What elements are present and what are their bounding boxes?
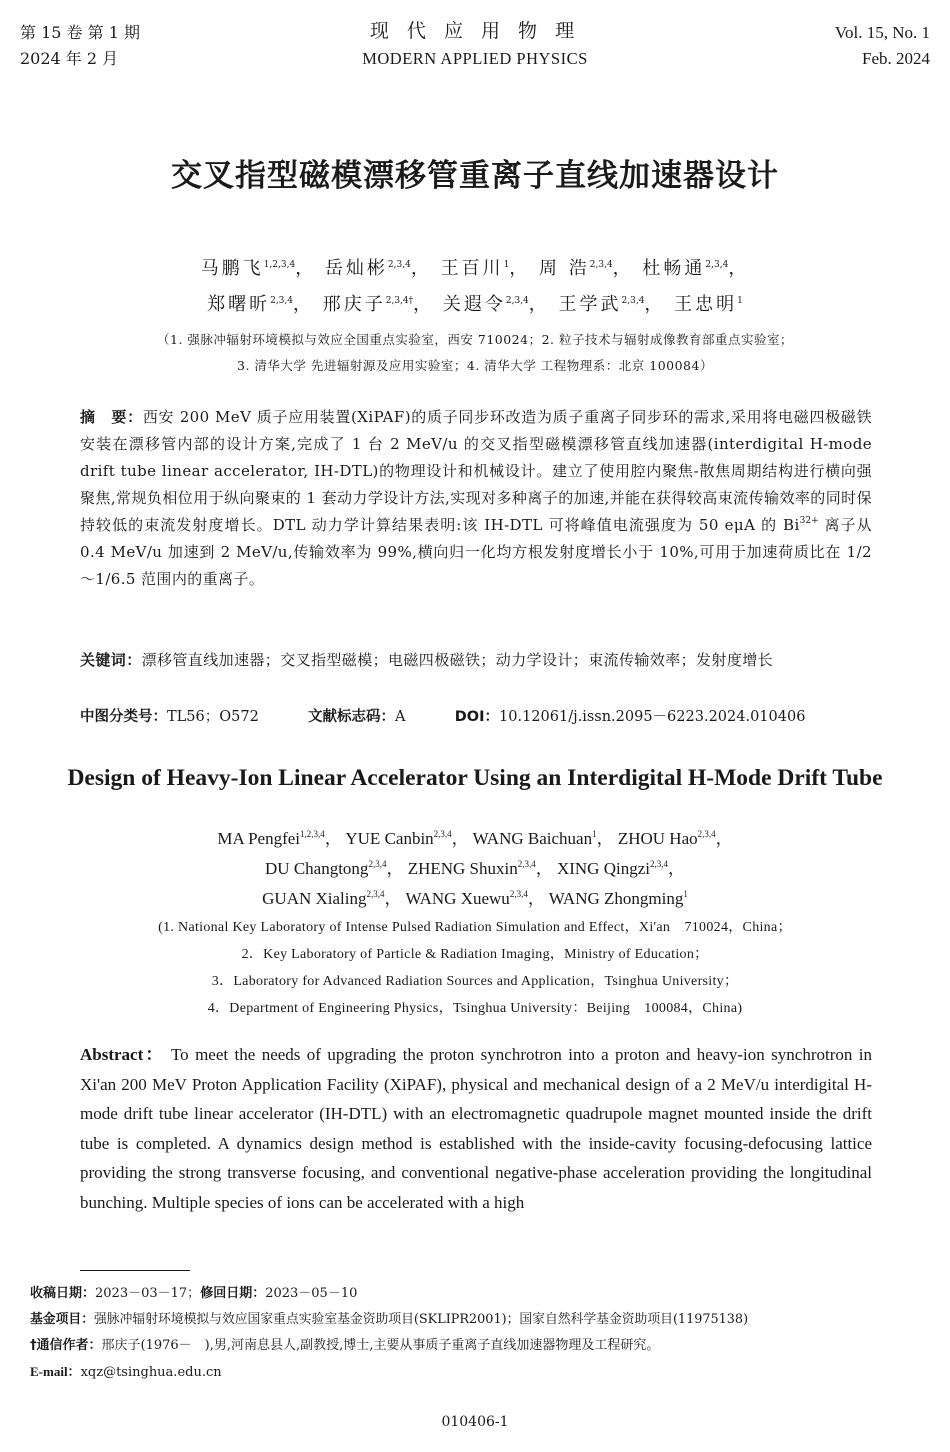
author-en: MA Pengfei	[217, 829, 300, 848]
corresponding-value: 邢庆子(1976－ ),男,河南息县人,副教授,博士,主要从事质子重离子直线加速器物理及工程研究。	[101, 1338, 660, 1353]
separator: ，	[715, 829, 733, 848]
author-affil-sup: 1	[683, 889, 688, 899]
author-affil-sup: 2,3,4	[649, 859, 668, 869]
separator: ，	[612, 258, 634, 279]
author-affil-sup: 1	[737, 296, 743, 306]
author-affil-sup: 1	[503, 260, 510, 270]
authors-en-line3	[0, 884, 950, 909]
keywords-cn	[80, 647, 872, 674]
author-en: ZHENG Shuxin	[407, 859, 518, 878]
affiliation-cn-line1: （1. 强脉冲辐射环境模拟与效应全国重点实验室，西安 710024；2. 粒子技术与辐射成像教育部重点实验室；	[157, 332, 793, 347]
authors-cn-line1	[0, 254, 950, 280]
author-affil-sup: 1,2,3,4	[263, 260, 296, 270]
author-en: WANG Zhongming	[548, 889, 684, 908]
separator: ，	[728, 258, 750, 279]
separator: ，	[527, 889, 545, 908]
separator: ，	[451, 829, 469, 848]
email-label: E-mail：	[30, 1364, 81, 1379]
received-label: 收稿日期：	[30, 1286, 96, 1301]
separator: ，	[667, 859, 685, 878]
author-affil-sup: 2,3,4	[517, 859, 536, 869]
volume-issue-en: Vol. 15, No. 1	[834, 23, 930, 42]
separator: ，	[293, 294, 314, 315]
volume-issue-cn: 第 15 卷 第 1 期	[20, 23, 140, 42]
keywords-label: 关键词：	[80, 651, 142, 669]
page-number: 010406-1	[441, 1414, 509, 1430]
abstract-en-label: Abstract：	[80, 1045, 165, 1064]
ion-charge-sup: 32+	[799, 516, 819, 526]
footnote-divider	[80, 1270, 190, 1271]
classification-line	[80, 706, 872, 728]
author-cn: 杜畅通	[642, 258, 706, 279]
author-affil-sup: 2,3,4	[366, 889, 385, 899]
author-en: ZHOU Hao	[617, 829, 698, 848]
separator: ，	[644, 294, 666, 315]
abstract-cn-label: 摘 要：	[80, 408, 143, 426]
separator: ，	[528, 294, 550, 315]
corresponding-label: †通信作者：	[30, 1338, 102, 1353]
author-cn: 岳灿彬	[324, 258, 388, 279]
separator: ，	[596, 829, 614, 848]
fund-value: 强脉冲辐射环境模拟与效应国家重点实验室基金资助项目(SKLIPR2001)；国家自然科学基金资助项目(11975138)	[93, 1312, 749, 1327]
paper-title-en: Design of Heavy-Ion Linear Accelerator Using an Interdigital H-Mode Drift Tube	[67, 765, 883, 791]
affiliation-en-line2: 2．Key Laboratory of Particle & Radiation Imaging，Ministry of Education；	[241, 947, 709, 962]
clc-value: TL56；O572	[167, 709, 259, 725]
affiliation-en-line3: 3．Laboratory for Advanced Radiation Sources and Application，Tsinghua University；	[211, 974, 739, 989]
author-cn: 马鹏飞	[200, 258, 264, 279]
separator: ，	[384, 889, 402, 908]
author-cn: 周 浩	[539, 258, 590, 279]
author-en: GUAN Xialing	[262, 889, 367, 908]
affiliation-cn-line2: 3. 清华大学 先进辐射源及应用实验室；4. 清华大学 工程物理系：北京 100084）	[237, 358, 713, 373]
footnote-dates	[30, 1284, 930, 1304]
abstract-en-text: To meet the needs of upgrading the proton synchrotron into a proton and heavy-ion synchrotron in Xi'an 200 MeV Proton Application Facility (XiPAF), physical and mechanical design of a 2 MeV/u interdigital H-mode drift tube linear accelerator (IH-DTL) with an electromagnetic quadrupole magnet mounted inside the drift tube is completed. A dynamics design method is established with the inside-cavity focusing-defocusing lattice providing the strong transverse focusing, and conventional negative-phase acceleration providing the longitudinal bunching. Multiple species of ions can be accelerated with a high	[80, 1045, 872, 1212]
authors-en-line1	[0, 824, 950, 849]
author-affil-sup: 2,3,4†	[385, 296, 414, 306]
author-cn: 郑曙昕	[207, 294, 271, 315]
separator: ，	[410, 258, 432, 279]
author-cn: 王百川	[440, 258, 504, 279]
journal-name-en: MODERN APPLIED PHYSICS	[362, 49, 588, 68]
author-affil-sup: 2,3,4	[705, 260, 729, 270]
author-affil-sup: 2,3,4	[509, 889, 528, 899]
journal-name-cn: 现 代 应 用 物 理	[369, 20, 581, 42]
separator: ，	[386, 859, 404, 878]
authors-cn-line2	[0, 290, 950, 316]
abstract-en	[80, 1040, 872, 1218]
author-affil-sup: 2,3,4	[621, 296, 645, 306]
clc-label: 中图分类号：	[80, 709, 167, 725]
author-cn: 王忠明	[674, 294, 738, 315]
fund-label: 基金项目：	[30, 1312, 94, 1327]
author-en: YUE Canbin	[345, 829, 434, 848]
author-en: XING Qingzi	[556, 859, 650, 878]
author-affil-sup: 1	[592, 829, 597, 839]
separator: ，	[295, 258, 317, 279]
separator: ，	[324, 829, 342, 848]
author-cn: 关遐令	[442, 294, 506, 315]
author-affil-sup: 2,3,4	[589, 260, 613, 270]
author-affil-sup: 2,3,4	[505, 296, 529, 306]
email-value: xqz@tsinghua.edu.cn	[80, 1365, 222, 1380]
doc-code-value: A	[395, 709, 406, 725]
footnote-email	[30, 1362, 930, 1383]
keywords-text: 漂移管直线加速器；交叉指型磁模；电磁四极磁铁；动力学设计；束流传输效率；发射度增长	[141, 651, 774, 669]
author-affil-sup: 2,3,4	[433, 829, 452, 839]
affiliation-en-line1: (1. National Key Laboratory of Intense Pulsed Radiation Simulation and Effect，Xi'an 710024，China；	[158, 920, 792, 935]
doc-code-label: 文献标志码：	[308, 709, 396, 725]
author-en: WANG Baichuan	[472, 829, 593, 848]
author-cn: 邢庆子	[322, 294, 386, 315]
footnote-corresponding	[30, 1336, 930, 1356]
paper-title-cn: 交叉指型磁模漂移管重离子直线加速器设计	[171, 158, 779, 194]
revised-date: 2023－05－10	[265, 1286, 358, 1301]
affiliation-en-line4: 4．Department of Engineering Physics，Tsinghua University：Beijing 100084，China)	[207, 1001, 743, 1016]
authors-en-line2	[0, 854, 950, 879]
author-affil-sup: 2,3,4	[270, 296, 293, 306]
revised-label: 修回日期：	[200, 1286, 266, 1301]
doi-label: DOI：	[454, 709, 500, 725]
author-cn: 王学武	[558, 294, 622, 315]
date-cn: 2024 年 2 月	[20, 49, 119, 68]
received-date: 2023－03－17；	[95, 1286, 201, 1301]
author-affil-sup: 2,3,4	[697, 829, 716, 839]
footnote-fund	[30, 1310, 930, 1330]
abstract-cn-text-cont: 离子从 0.4 MeV/u 加速到 2 MeV/u,传输效率为 99%,横向归一化均方根发射度增长小于 10%,可用于加速荷质比在 1/2～1/6.5 范围内的重离子。	[80, 516, 872, 588]
author-en: WANG Xuewu	[405, 889, 510, 908]
separator: ，	[413, 294, 435, 315]
separator: ，	[535, 859, 553, 878]
date-en: Feb. 2024	[862, 49, 930, 68]
separator: ，	[509, 258, 531, 279]
author-affil-sup: 1,2,3,4	[300, 829, 325, 839]
author-affil-sup: 2,3,4	[387, 260, 411, 270]
abstract-cn-text: 西安 200 MeV 质子应用装置(XiPAF)的质子同步环改造为质子重离子同步环的需求,采用将电磁四极磁铁安装在漂移管内部的设计方案,完成了 1 台 2 MeV/u 的交叉指型磁模漂移管直线加速器(interdigital H-mode drift tube linear accelerator, IH-DTL)的物理设计和机械设计。建立了使用腔内聚焦-散焦周期结构进行横向强聚焦,常规负相位用于纵向聚束的 1 套动力学设计方法,实现对多种离子的加速,并能在获得较高束流传输效率的同时保持较低的束流发射度增长。DTL 动力学计算结果表明:该 IH-DTL 可将峰值电流强度为 50 eμA 的 Bi	[80, 408, 872, 534]
author-affil-sup: 2,3,4	[368, 859, 387, 869]
abstract-cn	[80, 404, 872, 593]
doi-value: 10.12061/j.issn.2095－6223.2024.010406	[499, 709, 806, 725]
author-en: DU Changtong	[265, 859, 369, 878]
